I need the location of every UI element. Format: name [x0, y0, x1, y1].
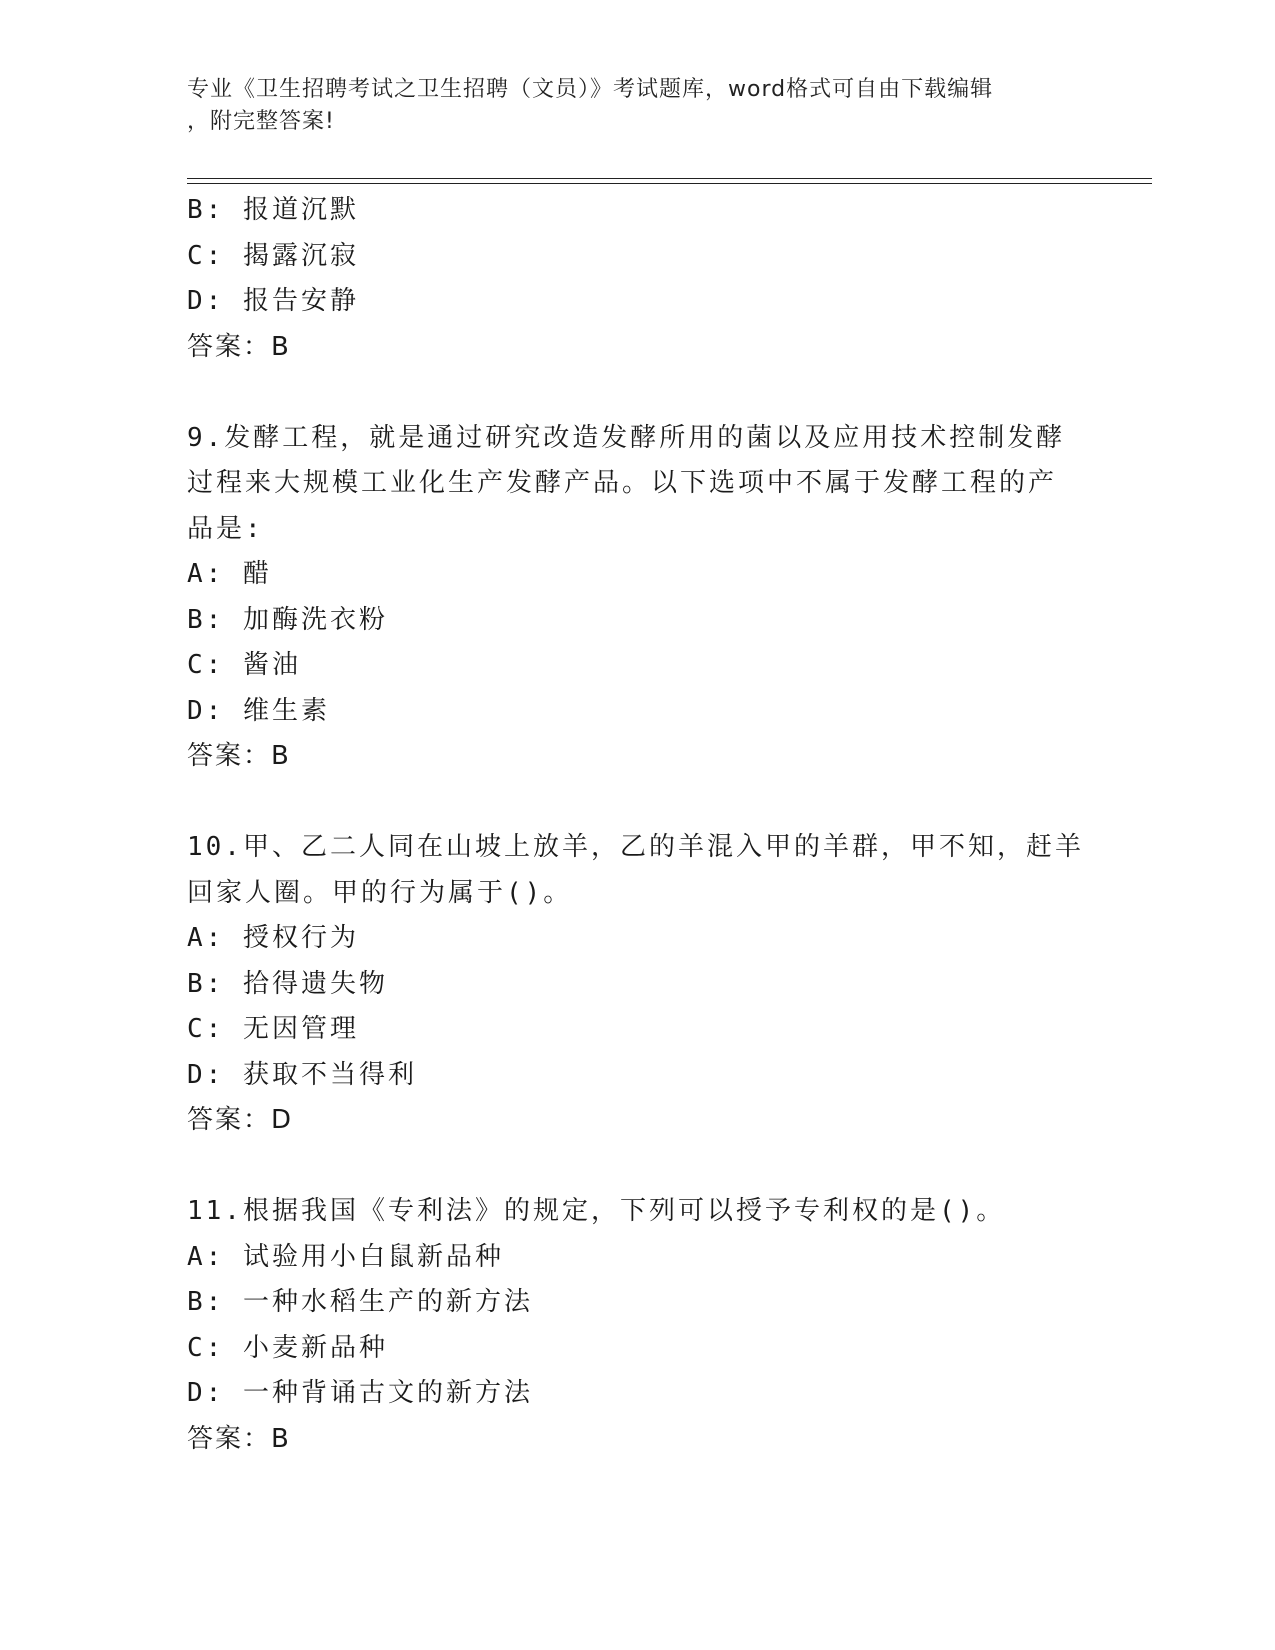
question-content [187, 188, 1087, 1462]
option-d: D: 报告安静 [187, 286, 359, 316]
option-d: D: 获取不当得利 [187, 1059, 417, 1090]
question-stem-line: 过程来大规模工业化生产发酵产品。以下选项中不属于发酵工程的产 [187, 468, 1058, 498]
option-b: B: 报道沉默 [187, 195, 359, 225]
question-stem-line: 10.甲、乙二人同在山坡上放羊，乙的羊混入甲的羊群，甲不知，赶羊 [187, 832, 1084, 862]
option-c: C: 小麦新品种 [187, 1332, 388, 1363]
answer: 答案：D [187, 1105, 294, 1135]
question-11 [187, 1189, 1087, 1462]
page-header [187, 74, 1067, 138]
question-stem-line: 回家人圈。甲的行为属于()。 [187, 877, 573, 908]
header-line-1: 专业《卫生招聘考试之卫生招聘（文员）》考试题库，word格式可自由下载编辑 [187, 77, 994, 102]
answer: 答案：B [187, 741, 291, 771]
option-d: D: 一种背诵古文的新方法 [187, 1378, 533, 1408]
carryover-block [187, 188, 1087, 370]
option-b: B: 加酶洗衣粉 [187, 604, 388, 635]
option-c: C: 酱油 [187, 650, 301, 680]
question-9 [187, 416, 1087, 780]
header-divider-bottom [187, 183, 1152, 184]
header-divider-top [187, 178, 1152, 179]
option-b: B: 一种水稻生产的新方法 [187, 1287, 533, 1317]
question-10 [187, 825, 1087, 1144]
answer: 答案：B [187, 331, 291, 362]
option-a: A: 醋 [187, 559, 272, 589]
option-c: C: 无因管理 [187, 1014, 359, 1044]
answer: 答案：B [187, 1423, 291, 1454]
option-d: D: 维生素 [187, 695, 330, 726]
question-stem-line: 11.根据我国《专利法》的规定，下列可以授予专利权的是()。 [187, 1196, 1006, 1226]
header-line-2: ，附完整答案! [187, 109, 335, 134]
option-a: A: 授权行为 [187, 923, 359, 953]
question-stem-line: 品是: [187, 513, 264, 544]
option-b: B: 拾得遗失物 [187, 968, 388, 999]
question-stem-line: 9.发酵工程，就是通过研究改造发酵所用的菌以及应用技术控制发酵 [187, 422, 1066, 453]
option-a: A: 试验用小白鼠新品种 [187, 1241, 504, 1272]
option-c: C: 揭露沉寂 [187, 240, 359, 271]
